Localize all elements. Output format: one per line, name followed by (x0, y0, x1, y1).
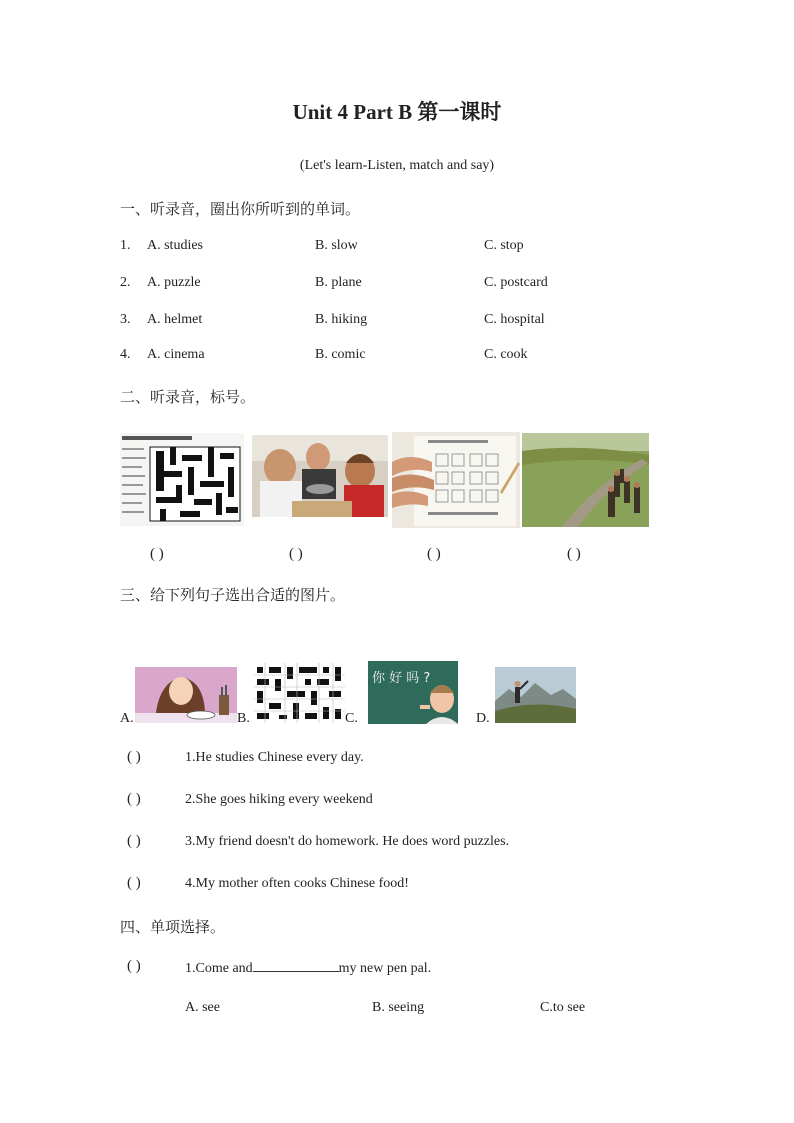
answer-blank[interactable]: ( ) (127, 875, 141, 891)
option-a[interactable]: A. puzzle (147, 275, 201, 290)
hiking-group-photo (522, 433, 649, 527)
option-label-a: A. (120, 711, 134, 726)
question-text (185, 959, 431, 977)
option-c[interactable]: C. postcard (484, 275, 548, 290)
cooking-class-photo (252, 435, 388, 517)
option-a[interactable]: A. helmet (147, 312, 203, 327)
option-label-d: D. (476, 711, 490, 726)
answer-blank[interactable]: ( ) (289, 546, 303, 562)
woman-cooking-image (135, 667, 237, 723)
option-a[interactable]: A. cinema (147, 347, 205, 362)
section1-heading: 一、听录音，圈出你所听到的单词。 (120, 202, 361, 218)
sentence-text: 1.He studies Chinese every day. (185, 750, 364, 765)
option-c[interactable]: C. hospital (484, 312, 545, 327)
crossword-puzzle-photo (120, 433, 244, 526)
option-label-b: B. (237, 711, 250, 726)
option-label-c: C. (345, 711, 358, 726)
fill-in-blank[interactable] (253, 959, 339, 972)
row-number: 3. (120, 312, 131, 327)
section3-heading: 三、给下列句子选出合适的图片。 (120, 588, 346, 604)
option-b[interactable]: B. hiking (315, 312, 368, 327)
board-text: 你 好 吗 ? (372, 671, 431, 686)
choice-b[interactable]: B. seeing (372, 1000, 425, 1015)
option-a[interactable]: A. studies (147, 238, 203, 253)
answer-blank[interactable]: ( ) (127, 749, 141, 765)
option-b[interactable]: B. comic (315, 347, 366, 362)
sentence-text: 3.My friend doesn't do homework. He does word puzzles. (185, 834, 510, 849)
answer-blank[interactable]: ( ) (127, 958, 141, 974)
chinese-worksheet-photo (392, 432, 520, 528)
row-number: 1. (120, 238, 131, 253)
option-b[interactable]: B. plane (315, 275, 362, 290)
sentence-text: 4.My mother often cooks Chinese food! (185, 876, 409, 891)
page-subtitle: (Let's learn-Listen, match and say) (299, 158, 495, 173)
option-c[interactable]: C. stop (484, 238, 524, 253)
chinese-teacher-image (368, 661, 458, 724)
answer-blank[interactable]: ( ) (150, 546, 164, 562)
question-text-before: 1.Come and (185, 961, 253, 976)
answer-blank[interactable]: ( ) (427, 546, 441, 562)
choice-c[interactable]: C.to see (540, 1000, 586, 1015)
answer-blank[interactable]: ( ) (567, 546, 581, 562)
hiker-mountain-image (495, 667, 576, 723)
sentence-text: 2.She goes hiking every weekend (185, 792, 373, 807)
page-title: Unit 4 Part B 第一课时 (292, 100, 502, 124)
choice-a[interactable]: A. see (185, 1000, 220, 1015)
option-b[interactable]: B. slow (315, 238, 358, 253)
row-number: 2. (120, 275, 131, 290)
option-c[interactable]: C. cook (484, 347, 528, 362)
section4-heading: 四、单项选择。 (120, 920, 226, 936)
question-text-after: my new pen pal. (338, 961, 432, 976)
answer-blank[interactable]: ( ) (127, 833, 141, 849)
row-number: 4. (120, 347, 131, 362)
word-puzzle-image (253, 663, 345, 723)
section2-heading: 二、听录音，标号。 (120, 390, 256, 406)
answer-blank[interactable]: ( ) (127, 791, 141, 807)
